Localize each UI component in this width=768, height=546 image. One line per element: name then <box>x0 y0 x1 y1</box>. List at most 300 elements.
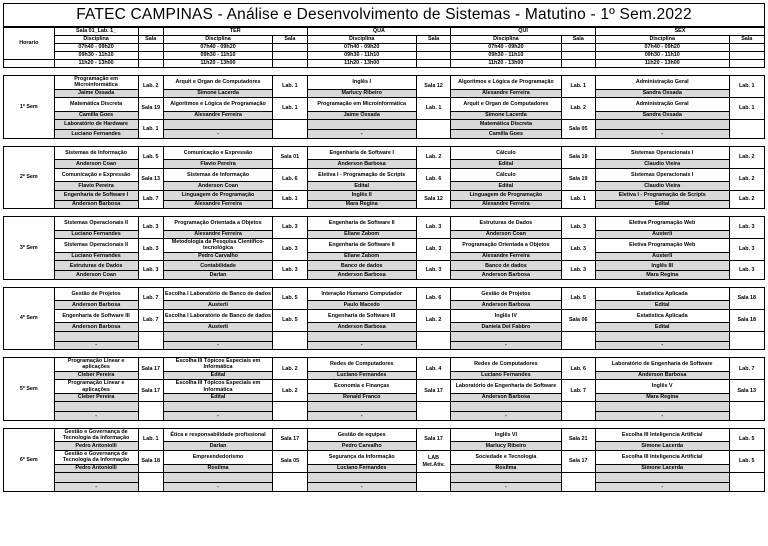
col-disciplina: Disciplina <box>163 36 272 44</box>
discipline-cell: Inglês IV <box>451 309 561 323</box>
room-cell: Sala 19 <box>138 98 163 120</box>
room-cell: Sala 05 <box>561 120 595 139</box>
horario-label: Horario <box>4 28 55 60</box>
teacher-cell: - <box>595 341 729 350</box>
teacher-cell: Anderson Barbosa <box>54 301 138 310</box>
room-cell: Lab. 5 <box>273 309 307 331</box>
schedule-row <box>4 442 765 451</box>
teacher-cell: Anderson Barbosa <box>307 271 416 280</box>
time-slot: 11h20 - 13h00 <box>595 60 729 68</box>
room-cell <box>416 331 450 350</box>
room-cell: Lab. 2 <box>729 190 765 209</box>
teacher-cell: Simone Lacerda <box>163 89 272 98</box>
discipline-cell <box>307 473 416 483</box>
teacher-cell: Flavio Pereira <box>163 160 272 169</box>
teacher-cell: - <box>163 483 272 492</box>
teacher-cell: - <box>163 130 272 139</box>
room-cell: Lab. 1 <box>273 76 307 98</box>
schedule-table <box>3 27 765 492</box>
discipline-cell <box>163 120 272 130</box>
schedule-sheet <box>3 3 765 492</box>
time-slot: 07h40 - 09h20 <box>54 44 138 52</box>
schedule-row <box>4 239 765 253</box>
room-cell <box>138 473 163 492</box>
schedule-row <box>4 252 765 261</box>
room-cell: Lab. 7 <box>138 309 163 331</box>
discipline-cell <box>451 473 561 483</box>
teacher-cell: Cleber Pereira <box>54 371 138 380</box>
schedule-row <box>4 146 765 160</box>
teacher-cell: Pedro Antoniolli <box>54 442 138 451</box>
teacher-cell: - <box>163 412 272 421</box>
discipline-cell: Escolha III Inteligencia Artificial <box>595 450 729 464</box>
room-cell: Sala 18 <box>138 450 163 472</box>
teacher-cell: - <box>595 412 729 421</box>
discipline-cell: Inglês I <box>307 76 416 90</box>
discipline-cell <box>307 331 416 341</box>
teacher-cell: Camilla Goes <box>451 130 561 139</box>
teacher-cell: Eliane Zabom <box>307 230 416 239</box>
discipline-cell: Programação Linear e aplicações <box>54 358 138 372</box>
room-cell <box>416 120 450 139</box>
teacher-cell: Luciano Fernandes <box>54 252 138 261</box>
teacher-cell: Marlucy Ribeiro <box>451 442 561 451</box>
discipline-cell: Banco de dados <box>451 261 561 271</box>
schedule-row <box>4 450 765 464</box>
room-cell: Lab. 2 <box>416 309 450 331</box>
room-cell <box>729 120 765 139</box>
room-cell: Lab. 7 <box>138 287 163 309</box>
room-cell: Sala 18 <box>729 287 765 309</box>
teacher-cell: Camilla Goes <box>54 111 138 120</box>
schedule-row <box>4 402 765 412</box>
discipline-cell: Programação Orientada a Objetos <box>163 217 272 231</box>
room-cell <box>561 473 595 492</box>
teacher-cell: Alexandre Ferreira <box>451 252 561 261</box>
teacher-cell: Edital <box>595 323 729 332</box>
discipline-cell: Inglês VI <box>451 428 561 442</box>
room-cell: Lab. 3 <box>416 261 450 280</box>
room-cell: Lab. 2 <box>273 380 307 402</box>
discipline-cell: Metodologia da Pesquisa Científico-tecnológica <box>163 239 272 253</box>
semester-spacer <box>4 138 765 146</box>
teacher-cell: Anderson Coan <box>54 160 138 169</box>
discipline-cell: Laboratório de Engenharia de Software <box>595 358 729 372</box>
room-cell: Lab. 7 <box>138 190 163 209</box>
discipline-cell: Inglês III <box>595 261 729 271</box>
discipline-cell: Sistemas de Informação <box>163 168 272 182</box>
discipline-cell: Sistemas Operacionais II <box>54 217 138 231</box>
discipline-cell: Gestão e Governança de Tecnologia da Informação <box>54 428 138 442</box>
room-cell: Sala 17 <box>416 428 450 450</box>
page-title: FATEC CAMPINAS - Análise e Desenvolvimento de Sistemas - Matutino - 1º Sem.2022 <box>3 3 765 27</box>
col-sala: Sala <box>729 36 765 44</box>
schedule-row <box>4 473 765 483</box>
col-disciplina: Disciplina <box>307 36 416 44</box>
discipline-cell <box>163 331 272 341</box>
room-cell: Lab. 5 <box>273 287 307 309</box>
room-cell: Sala 19 <box>561 146 595 168</box>
teacher-cell: - <box>307 341 416 350</box>
room-cell: Lab. 1 <box>561 190 595 209</box>
teacher-cell: Edital <box>451 182 561 191</box>
teacher-cell: Flavio Pereira <box>54 182 138 191</box>
room-cell: Sala 13 <box>729 380 765 402</box>
discipline-cell: Programação Orientada a Objetos <box>451 239 561 253</box>
discipline-cell: Arquit e Organ de Computadores <box>163 76 272 90</box>
semester-spacer <box>4 68 765 76</box>
teacher-cell: - <box>307 483 416 492</box>
room-cell <box>273 473 307 492</box>
room-cell: Lab. 1 <box>273 190 307 209</box>
discipline-cell: Linguagem de Programação <box>451 190 561 200</box>
teacher-cell: Edital <box>307 182 416 191</box>
room-cell: Sala 12 <box>416 190 450 209</box>
teacher-cell: Eliane Zabom <box>307 252 416 261</box>
room-cell <box>273 331 307 350</box>
discipline-cell: Escolha III Tópicos Especiais em Informática <box>163 358 272 372</box>
teacher-cell: Renald Franco <box>307 393 416 402</box>
room-cell: Lab. 1 <box>729 98 765 120</box>
discipline-cell: Gestão de Projetos <box>451 287 561 301</box>
discipline-cell: Gestão e Governança de Tecnologia da Informação <box>54 450 138 464</box>
semester-label: 3º Sem <box>4 217 55 280</box>
teacher-cell: Mara Regina <box>595 393 729 402</box>
time-slot: 07h40 - 09h20 <box>451 44 561 52</box>
discipline-cell: Programação Linear e aplicações <box>54 380 138 394</box>
schedule-row <box>4 111 765 120</box>
semester-spacer <box>4 350 765 358</box>
teacher-cell: Edital <box>595 200 729 209</box>
discipline-cell: Administração Geral <box>595 76 729 90</box>
time-slot: 11h20 - 13h00 <box>451 60 561 68</box>
discipline-cell: Laboratório de Engenharia de Software <box>451 380 561 394</box>
teacher-cell: Daniela Del Fabbro <box>451 323 561 332</box>
schedule-row <box>4 358 765 372</box>
time-slot: 11h20 - 13h00 <box>54 60 138 68</box>
room-cell: Lab. 6 <box>561 358 595 380</box>
room-cell: Sala 17 <box>561 450 595 472</box>
discipline-cell: Escolha I Laboratório de Banco de dados <box>163 287 272 301</box>
teacher-cell: - <box>54 483 138 492</box>
teacher-cell: Edital <box>163 371 272 380</box>
room-cell: Lab. 7 <box>561 380 595 402</box>
schedule-row <box>4 89 765 98</box>
schedule-row <box>4 98 765 112</box>
day-header-qua: QUA <box>307 28 451 36</box>
teacher-cell: Luciano Fernandes <box>54 230 138 239</box>
room-cell: Sala 21 <box>561 428 595 450</box>
teacher-cell: Rosilma <box>163 464 272 473</box>
time-slot: 11h20 - 13h00 <box>163 60 272 68</box>
day-header-qui: QUI <box>451 28 596 36</box>
room-cell: Lab. 3 <box>273 261 307 280</box>
room-cell: Lab. 5 <box>729 428 765 450</box>
teacher-cell: - <box>595 483 729 492</box>
teacher-cell: Claudio Vieira <box>595 182 729 191</box>
room-cell: Lab. 2 <box>729 168 765 190</box>
teacher-cell: Luciano Fernandes <box>54 130 138 139</box>
discipline-cell: Algoritmos e Lógica de Programação <box>163 98 272 112</box>
room-cell: Lab. 1 <box>561 76 595 98</box>
room-cell: Lab. 3 <box>729 239 765 261</box>
discipline-cell: Gestão de equipes <box>307 428 416 442</box>
teacher-cell: Sandra Ossada <box>595 111 729 120</box>
teacher-cell: Anderson Barbosa <box>595 371 729 380</box>
room-cell: Sala 17 <box>273 428 307 450</box>
teacher-cell: Alexandre Ferreira <box>163 200 272 209</box>
room-cell: Lab. 3 <box>561 261 595 280</box>
teacher-cell: Anderson Barbosa <box>307 160 416 169</box>
teacher-cell: Anderson Barbosa <box>451 271 561 280</box>
room-cell <box>416 473 450 492</box>
schedule-row <box>4 120 765 130</box>
teacher-cell: Edital <box>451 160 561 169</box>
teacher-cell: Anderson Barbosa <box>451 393 561 402</box>
teacher-cell: Anderson Coan <box>451 230 561 239</box>
room-cell <box>273 402 307 421</box>
teacher-cell: - <box>451 483 561 492</box>
room-cell: Lab. 7 <box>729 358 765 380</box>
teacher-cell: Darlan <box>163 442 272 451</box>
teacher-cell: - <box>451 412 561 421</box>
schedule-row <box>4 182 765 191</box>
discipline-cell: Sistemas de Informação <box>54 146 138 160</box>
discipline-cell: Escolha III Inteligencia Artificial <box>595 428 729 442</box>
discipline-cell: Economia e Finanças <box>307 380 416 394</box>
teacher-cell: Alexandre Ferreira <box>451 200 561 209</box>
schedule-row <box>4 190 765 200</box>
room-cell <box>416 402 450 421</box>
discipline-cell <box>595 473 729 483</box>
room-cell: Lab. 6 <box>273 168 307 190</box>
day-header-sex: SEX <box>595 28 764 36</box>
room-cell: Lab. 3 <box>138 217 163 239</box>
semester-spacer <box>4 279 765 287</box>
discipline-cell: Estruturas de Dados <box>451 217 561 231</box>
discipline-cell: Gestão de Projetos <box>54 287 138 301</box>
schedule-row <box>4 412 765 421</box>
room-cell <box>729 402 765 421</box>
discipline-cell <box>307 120 416 130</box>
discipline-cell: Sistemas Operacionais II <box>54 239 138 253</box>
schedule-row <box>4 287 765 301</box>
schedule-row <box>4 341 765 350</box>
room-cell: Lab. 2 <box>273 358 307 380</box>
room-cell: Lab. 3 <box>273 217 307 239</box>
discipline-cell <box>307 402 416 412</box>
discipline-cell: Ética e responsabilidade profissional <box>163 428 272 442</box>
schedule-row <box>4 301 765 310</box>
discipline-cell: Cálculo <box>451 168 561 182</box>
time-slot: 11h20 - 13h00 <box>307 60 416 68</box>
teacher-cell: Luciano Fernandes <box>307 371 416 380</box>
schedule-row <box>4 130 765 139</box>
room-cell: Lab. 1 <box>729 76 765 98</box>
discipline-cell: Estatística Aplicada <box>595 287 729 301</box>
time-slot: 09h30 - 11h10 <box>163 52 272 60</box>
discipline-cell <box>163 402 272 412</box>
discipline-cell: Empreendedorismo <box>163 450 272 464</box>
room-cell: Lab. 2 <box>729 146 765 168</box>
discipline-cell: Linguagem de Programação <box>163 190 272 200</box>
discipline-cell <box>54 331 138 341</box>
discipline-cell: Interação Humano Computador <box>307 287 416 301</box>
room-cell: Lab. 6 <box>416 168 450 190</box>
room-cell: Sala 13 <box>138 168 163 190</box>
teacher-cell: Alexandre Ferreira <box>163 230 272 239</box>
teacher-cell: Simone Lacerda <box>595 464 729 473</box>
discipline-cell: Estruturas de Dados <box>54 261 138 271</box>
teacher-cell: Mara Regina <box>307 200 416 209</box>
teacher-cell: Austerli <box>163 323 272 332</box>
discipline-cell: Matemática Discreta <box>451 120 561 130</box>
schedule-row <box>4 428 765 442</box>
room-cell <box>273 120 307 139</box>
teacher-cell: Alexandre Ferreira <box>451 89 561 98</box>
discipline-cell: Redes de Computadores <box>307 358 416 372</box>
discipline-cell <box>163 473 272 483</box>
time-slot: 09h30 - 11h10 <box>451 52 561 60</box>
room-cell: Lab. 3 <box>138 261 163 280</box>
schedule-row <box>4 393 765 402</box>
room-cell: Lab. 5 <box>729 450 765 472</box>
teacher-cell: Simone Lacerda <box>451 111 561 120</box>
schedule-row <box>4 323 765 332</box>
discipline-cell: Eletiva I - Programação de Scripts <box>307 168 416 182</box>
room-cell: Lab. 5 <box>561 287 595 309</box>
time-slot: 09h30 - 11h10 <box>54 52 138 60</box>
col-sala: Sala <box>416 36 450 44</box>
discipline-cell: Eletiva I - Programação de Scripts <box>595 190 729 200</box>
room-cell <box>729 331 765 350</box>
schedule-row <box>4 217 765 231</box>
discipline-cell: Contabilidade <box>163 261 272 271</box>
discipline-cell: Arquit e Organ de Computadores <box>451 98 561 112</box>
teacher-cell: Luciano Fernandes <box>451 371 561 380</box>
room-cell <box>561 402 595 421</box>
room-cell: Lab. 2 <box>138 76 163 98</box>
room-cell: Sala 19 <box>561 168 595 190</box>
semester-spacer <box>4 420 765 428</box>
room-cell: Lab. 3 <box>416 239 450 261</box>
room-cell: Lab. 3 <box>273 239 307 261</box>
time-slot: 07h40 - 09h20 <box>163 44 272 52</box>
discipline-cell: Administração Geral <box>595 98 729 112</box>
teacher-cell: Alexandre Ferreira <box>163 111 272 120</box>
discipline-cell <box>595 120 729 130</box>
discipline-cell <box>451 402 561 412</box>
discipline-cell <box>595 331 729 341</box>
room-cell <box>561 331 595 350</box>
time-slot: 09h30 - 11h10 <box>595 52 729 60</box>
semester-label: 4º Sem <box>4 287 55 350</box>
discipline-cell: Engenharia de Software III <box>307 309 416 323</box>
teacher-cell: - <box>307 130 416 139</box>
schedule-row <box>4 200 765 209</box>
discipline-cell: Engenharia de Software III <box>54 309 138 323</box>
semester-spacer <box>4 209 765 217</box>
room-cell: Lab. 1 <box>138 120 163 139</box>
teacher-cell: Jaime Ossada <box>54 89 138 98</box>
discipline-cell: Engenharia de Software I <box>307 146 416 160</box>
teacher-cell: Jaime Ossada <box>307 111 416 120</box>
room-cell: Sala 05 <box>273 450 307 472</box>
col-sala: Sala <box>273 36 307 44</box>
teacher-cell: Austerli <box>595 252 729 261</box>
schedule-row <box>4 331 765 341</box>
room-cell: Sala 06 <box>561 309 595 331</box>
discipline-cell: Engenharia de Software II <box>307 217 416 231</box>
discipline-cell: Sociedade e Tecnologia <box>451 450 561 464</box>
discipline-cell: Eletiva Programação Web <box>595 239 729 253</box>
teacher-cell: Darlan <box>163 271 272 280</box>
schedule-row <box>4 464 765 473</box>
semester-label: 5º Sem <box>4 358 55 421</box>
schedule-row <box>4 483 765 492</box>
room-cell: Lab. 3 <box>561 239 595 261</box>
teacher-cell: - <box>307 412 416 421</box>
discipline-cell: Engenharia de Software II <box>307 239 416 253</box>
room-cell: Sala 17 <box>138 358 163 380</box>
discipline-cell: Algoritmos e Lógica de Programação <box>451 76 561 90</box>
teacher-cell: Marlucy Ribeiro <box>307 89 416 98</box>
time-slot: 07h40 - 09h20 <box>307 44 416 52</box>
time-slot: 07h40 - 09h20 <box>595 44 729 52</box>
schedule-row <box>4 371 765 380</box>
room-cell <box>138 331 163 350</box>
semester-label: 2º Sem <box>4 146 55 209</box>
col-disciplina: Disciplina <box>595 36 729 44</box>
teacher-cell: - <box>163 341 272 350</box>
teacher-cell: - <box>451 341 561 350</box>
teacher-cell: - <box>595 130 729 139</box>
teacher-cell: Austerli <box>595 230 729 239</box>
room-cell: Lab. 3 <box>561 217 595 239</box>
discipline-cell: Inglês II <box>307 190 416 200</box>
room-cell: Lab. 3 <box>138 239 163 261</box>
room-cell <box>138 402 163 421</box>
discipline-cell <box>595 402 729 412</box>
room-cell: Sala 01 <box>273 146 307 168</box>
discipline-cell: Comunicação e Expressão <box>54 168 138 182</box>
discipline-cell: Escolha I Laboratório de Banco de dados <box>163 309 272 323</box>
discipline-cell: Segurança da Informação <box>307 450 416 464</box>
discipline-cell: Sistemas Operacionais I <box>595 168 729 182</box>
teacher-cell: Pedro Carvalho <box>163 252 272 261</box>
teacher-cell: Cleber Pereira <box>54 393 138 402</box>
room-cell: Lab. 3 <box>416 217 450 239</box>
schedule-row <box>4 230 765 239</box>
schedule-row <box>4 168 765 182</box>
schedule-row <box>4 160 765 169</box>
col-sala: Sala <box>561 36 595 44</box>
teacher-cell: Anderson Barbosa <box>307 323 416 332</box>
semester-label: 6º Sem <box>4 428 55 491</box>
room-cell: Lab. 3 <box>729 261 765 280</box>
schedule-row <box>4 271 765 280</box>
room-cell: Sala 12 <box>416 76 450 98</box>
room-label: Sala 01_Lab. 1_ <box>54 28 138 36</box>
discipline-cell <box>54 402 138 412</box>
room-cell: Sala 18 <box>729 309 765 331</box>
room-cell: Sala 17 <box>138 380 163 402</box>
teacher-cell: Anderson Barbosa <box>54 323 138 332</box>
teacher-cell: Mara Regina <box>595 271 729 280</box>
discipline-cell: Programação em Microinformática <box>54 76 138 90</box>
discipline-cell <box>54 473 138 483</box>
discipline-cell: Programação em Microinformática <box>307 98 416 112</box>
